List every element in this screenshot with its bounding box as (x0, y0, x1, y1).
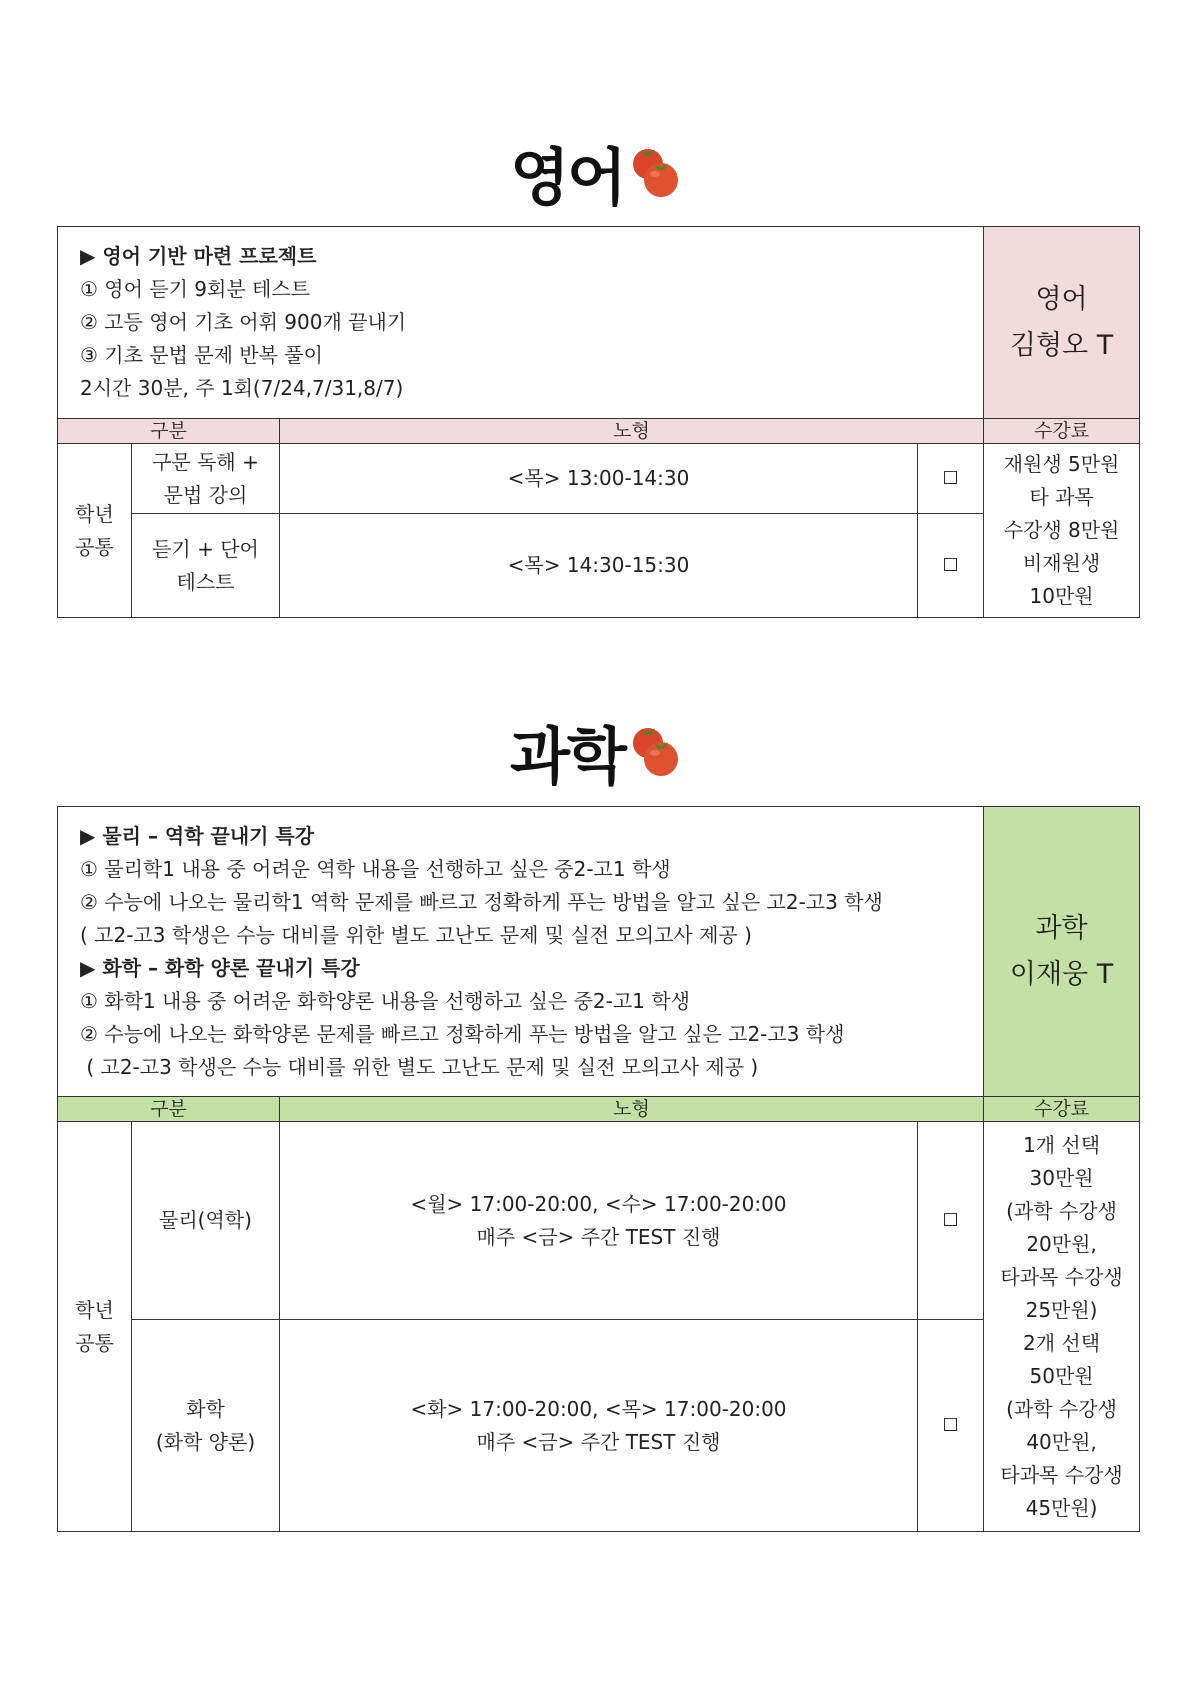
fee-line: 50만원 (1029, 1363, 1094, 1388)
time-line: <화> 17:00-20:00, <목> 17:00-20:00 (410, 1396, 787, 1421)
english-table (57, 226, 1140, 618)
course-label: 듣기 + 단어 (152, 536, 259, 561)
science-teacher-name: 이재웅 T (1009, 958, 1114, 990)
english-subject-label: 영어 (1035, 283, 1088, 315)
fee-line: 1개 선택 (1023, 1132, 1101, 1157)
fee-line: 45만원) (1025, 1495, 1098, 1520)
tomato-icon (631, 721, 681, 783)
chem-line: ① 화학1 내용 중 어려운 화학양론 내용을 선행하고 싶은 중2-고1 학생 (80, 988, 690, 1013)
english-desc-line: 2시간 30분, 주 1회(7/24,7/31,8/7) (80, 376, 404, 400)
tomato-icon (631, 142, 681, 204)
chem-line: ( 고2-고3 학생은 수능 대비를 위한 별도 고난도 문제 및 실전 모의고사 제공 ) (80, 1054, 759, 1079)
physics-line: ( 고2-고3 학생은 수능 대비를 위한 별도 고난도 문제 및 실전 모의고사 제공 ) (80, 922, 752, 947)
english-description (58, 227, 984, 419)
science-description (58, 807, 984, 1097)
fee-line: 타과목 수강생 (1000, 1462, 1123, 1487)
grade-label: 공통 (75, 1330, 114, 1355)
science-table (57, 806, 1140, 1532)
course-label: (화학 양론) (155, 1429, 256, 1454)
fee-line: 타 과목 (1029, 485, 1094, 509)
grade-label: 학년 (75, 501, 114, 526)
english-header-fee: 수강료 (984, 419, 1140, 444)
course-label: 물리(역학) (159, 1208, 252, 1232)
chem-heading: ▶ 화학 – 화학 양론 끝내기 특강 (80, 955, 360, 980)
english-teacher-cell (984, 227, 1140, 419)
physics-heading: ▶ 물리 – 역학 끝내기 특강 (80, 823, 315, 848)
fee-line: 25만원) (1025, 1297, 1098, 1322)
science-checkbox-chem[interactable]: ☐ (918, 1320, 984, 1532)
fee-line: 2개 선택 (1023, 1330, 1101, 1355)
english-teacher-name: 김형오 T (1009, 329, 1114, 361)
fee-line: (과학 수강생 (1006, 1396, 1117, 1421)
physics-line: ① 물리학1 내용 중 어려운 역학 내용을 선행하고 싶은 중2-고1 학생 (80, 856, 671, 881)
course-label: 문법 강의 (163, 482, 248, 507)
science-time-physics (280, 1122, 918, 1320)
fee-line: 10만원 (1029, 584, 1094, 608)
fee-line: 수강생 8만원 (1003, 518, 1120, 542)
fee-line: (과학 수강생 (1006, 1198, 1117, 1223)
time-line: 매주 <금> 주간 TEST 진행 (476, 1429, 721, 1454)
english-checkbox-1[interactable]: ☐ (918, 444, 984, 514)
english-fee-cell (984, 444, 1140, 618)
science-time-chem (280, 1320, 918, 1532)
english-time-2: <목> 14:30-15:30 (280, 514, 918, 618)
science-course-chem (132, 1320, 280, 1532)
grade-label: 학년 (75, 1297, 114, 1322)
science-header-time: 노형 (280, 1097, 984, 1122)
fee-line: 비재원생 (1022, 551, 1101, 575)
english-course-2 (132, 514, 280, 618)
science-header-category: 구분 (58, 1097, 280, 1122)
english-desc-heading: ▶ 영어 기반 마련 프로젝트 (80, 244, 317, 268)
science-title: 과학 (510, 720, 624, 793)
science-course-physics (132, 1122, 280, 1320)
science-title-block (0, 707, 1191, 796)
fee-line: 타과목 수강생 (1000, 1264, 1123, 1289)
english-course-1 (132, 444, 280, 514)
chem-line: ② 수능에 나오는 화학양론 문제를 빠르고 정확하게 푸는 방법을 알고 싶은 고2-고3 학생 (80, 1021, 845, 1046)
fee-line: 20만원, (1026, 1231, 1097, 1256)
english-header-category: 구분 (58, 419, 280, 444)
english-title-block (0, 128, 1191, 217)
english-checkbox-2[interactable]: ☐ (918, 514, 984, 618)
english-header-time: 노형 (280, 419, 984, 444)
physics-line: ② 수능에 나오는 물리학1 역학 문제를 빠르고 정확하게 푸는 방법을 알고 싶은 고2-고3 학생 (80, 889, 883, 914)
course-label: 화학 (186, 1396, 225, 1421)
time-line: <월> 17:00-20:00, <수> 17:00-20:00 (410, 1191, 787, 1216)
course-label: 테스트 (176, 569, 235, 594)
science-subject-label: 과학 (1035, 912, 1088, 944)
science-teacher-cell (984, 807, 1140, 1097)
english-time-1: <목> 13:00-14:30 (280, 444, 918, 514)
fee-line: 30만원 (1029, 1165, 1094, 1190)
time-line: 매주 <금> 주간 TEST 진행 (476, 1224, 721, 1249)
science-grade-cell (58, 1122, 132, 1532)
english-grade-cell (58, 444, 132, 618)
english-desc-line: ① 영어 듣기 9회분 테스트 (80, 277, 310, 301)
science-header-fee: 수강료 (984, 1097, 1140, 1122)
fee-line: 재원생 5만원 (1003, 452, 1120, 476)
fee-line: 40만원, (1026, 1429, 1097, 1454)
course-label: 구문 독해 + (152, 449, 259, 474)
english-desc-line: ② 고등 영어 기초 어휘 900개 끝내기 (80, 310, 407, 334)
science-fee-cell (984, 1122, 1140, 1532)
science-checkbox-physics[interactable]: ☐ (918, 1122, 984, 1320)
grade-label: 공통 (75, 534, 114, 559)
english-title: 영어 (510, 141, 624, 214)
english-desc-line: ③ 기초 문법 문제 반복 풀이 (80, 343, 323, 367)
